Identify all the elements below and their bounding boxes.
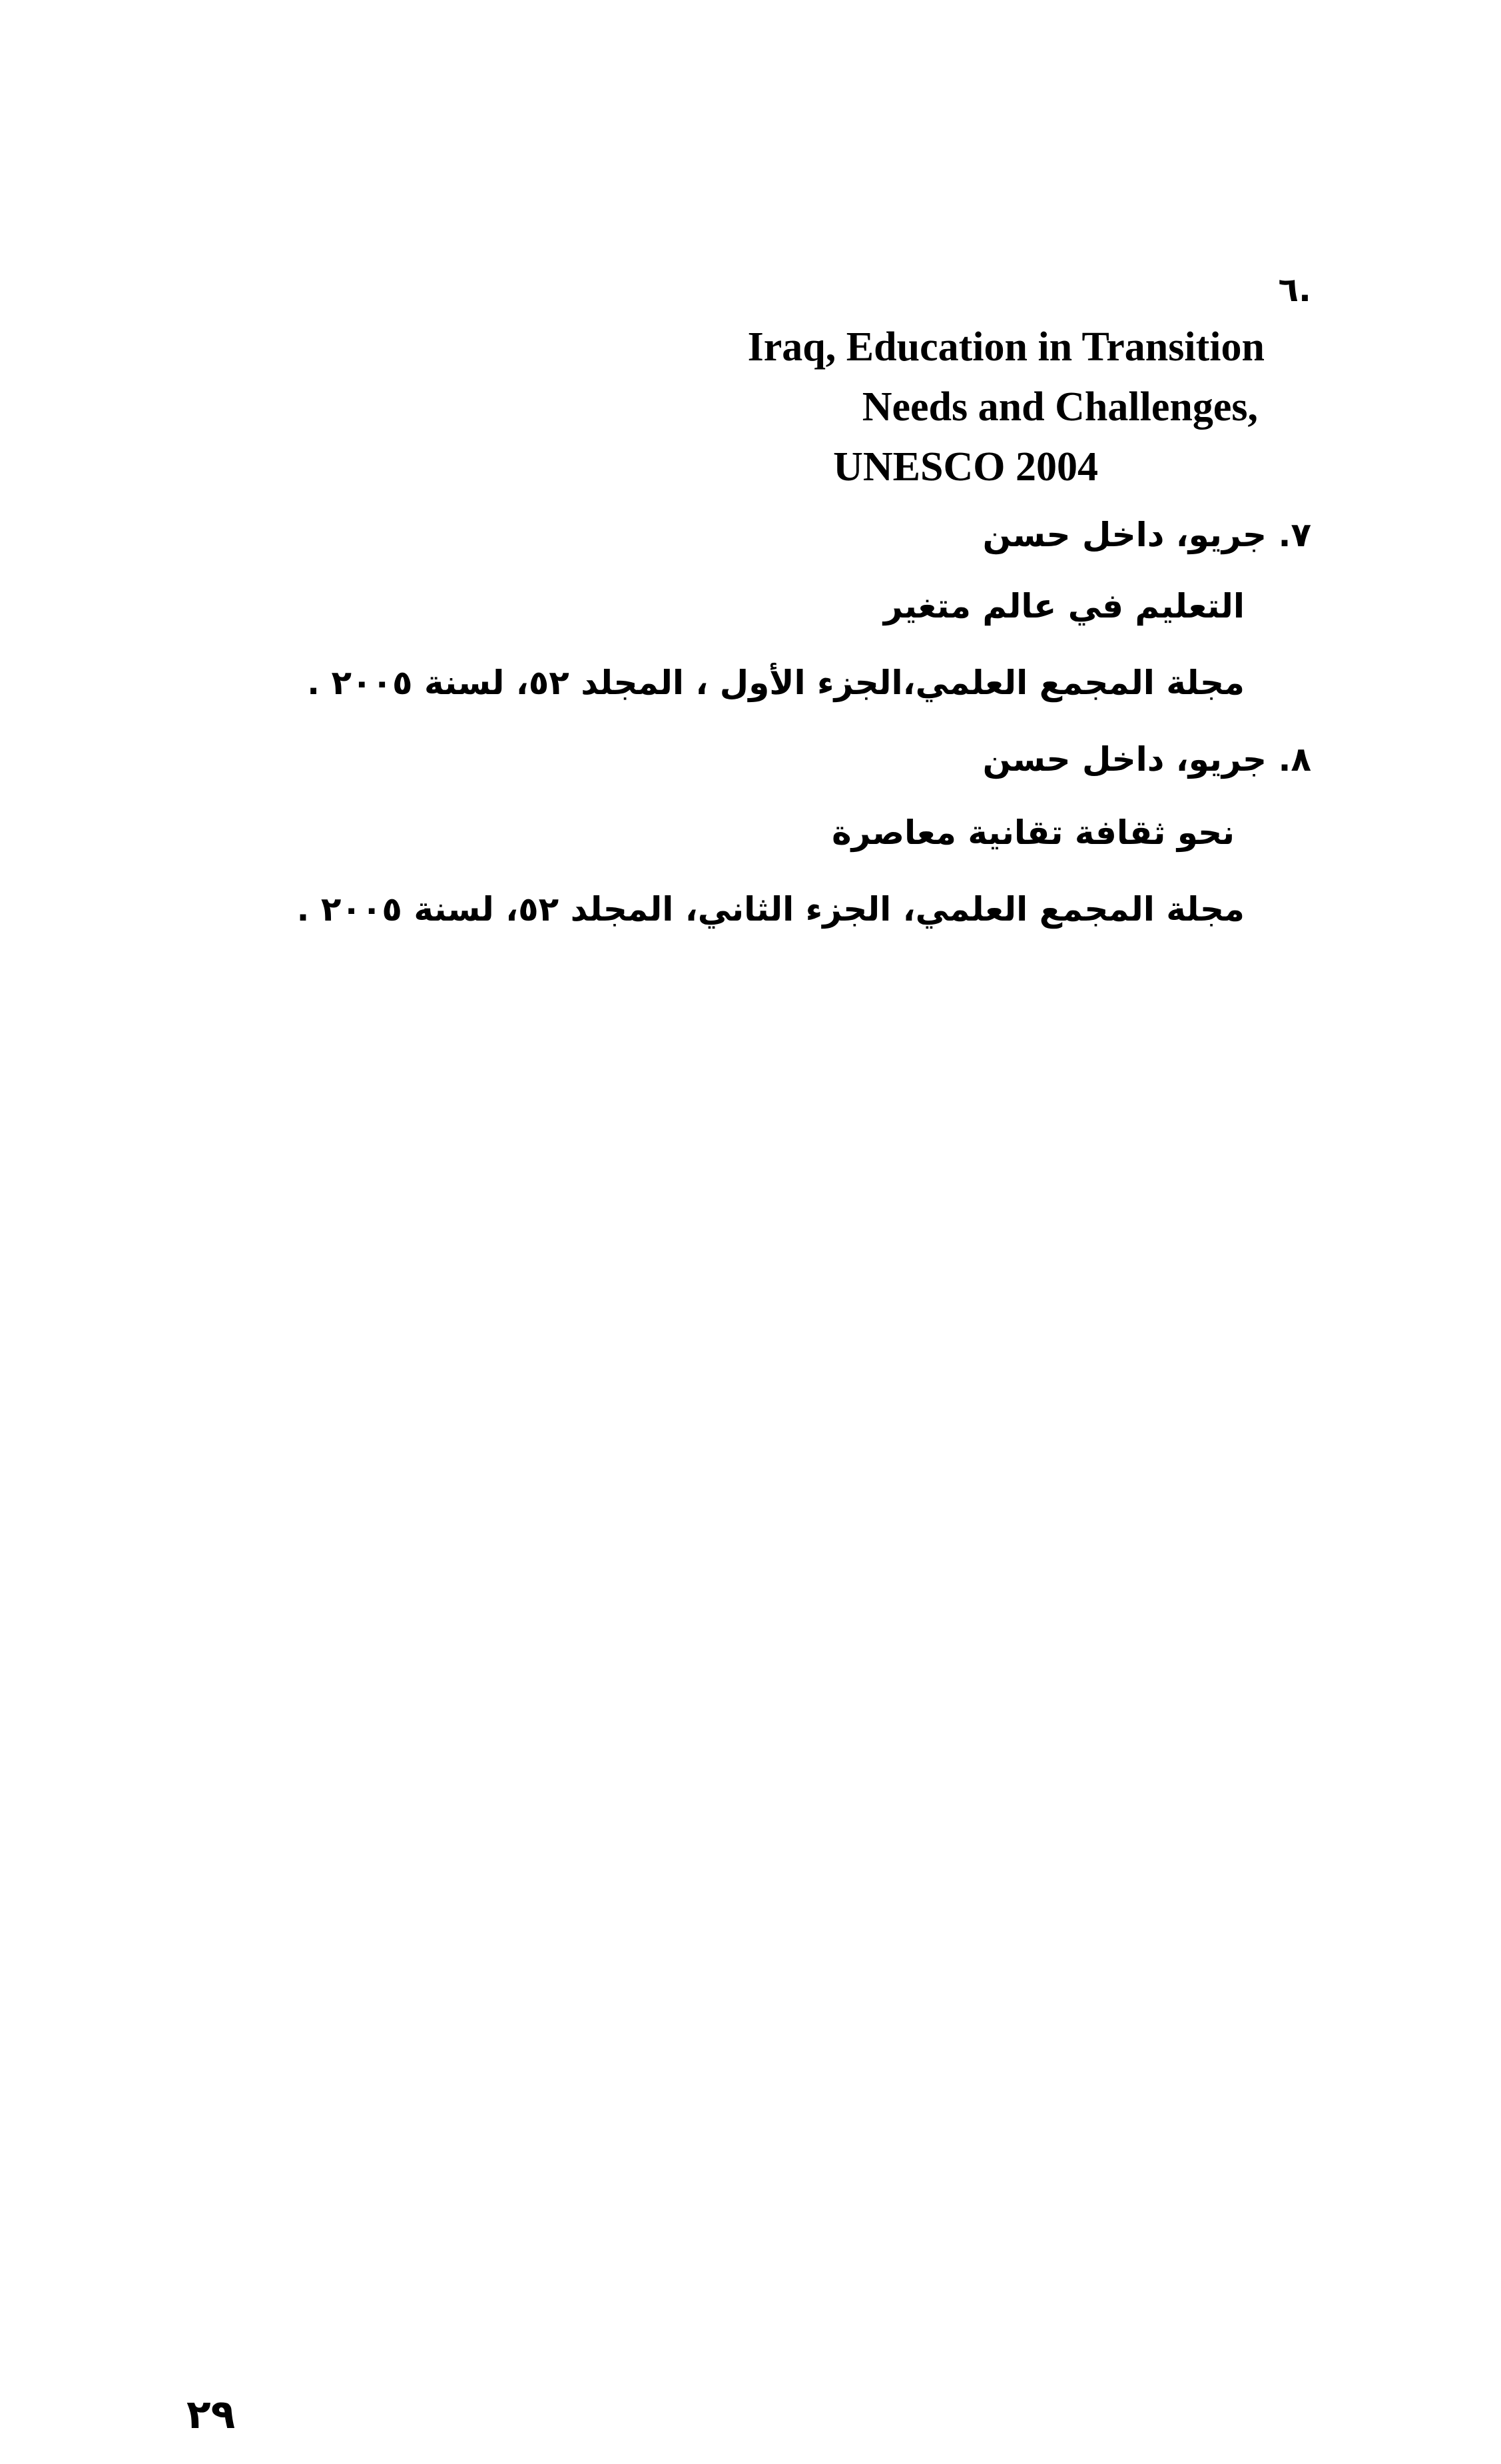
- reference-8-title: نحو ثقافة تقانية معاصرة: [832, 813, 1235, 852]
- reference-7-title: التعليم في عالم متغير: [883, 587, 1245, 625]
- reference-6-number: .٦: [1278, 270, 1311, 309]
- reference-7-source: مجلة المجمع العلمي،الجزء الأول ، المجلد ٥٢، لسنة ٢٠٠٥ .: [307, 663, 1245, 702]
- reference-6-line-2: Needs and Challenges,: [862, 384, 1258, 430]
- reference-8-source: مجلة المجمع العلمي، الجزء الثاني، المجلد ٥٢، لسنة ٢٠٠٥ .: [296, 890, 1245, 929]
- reference-7-author: ٧. جريو، داخل حسن: [982, 516, 1311, 554]
- reference-8-author: ٨. جريو، داخل حسن: [982, 740, 1311, 779]
- page-number: ٢٩: [186, 2391, 236, 2438]
- reference-6-line-1: Iraq, Education in Transition: [747, 324, 1265, 370]
- reference-6-line-3: UNESCO 2004: [833, 444, 1098, 490]
